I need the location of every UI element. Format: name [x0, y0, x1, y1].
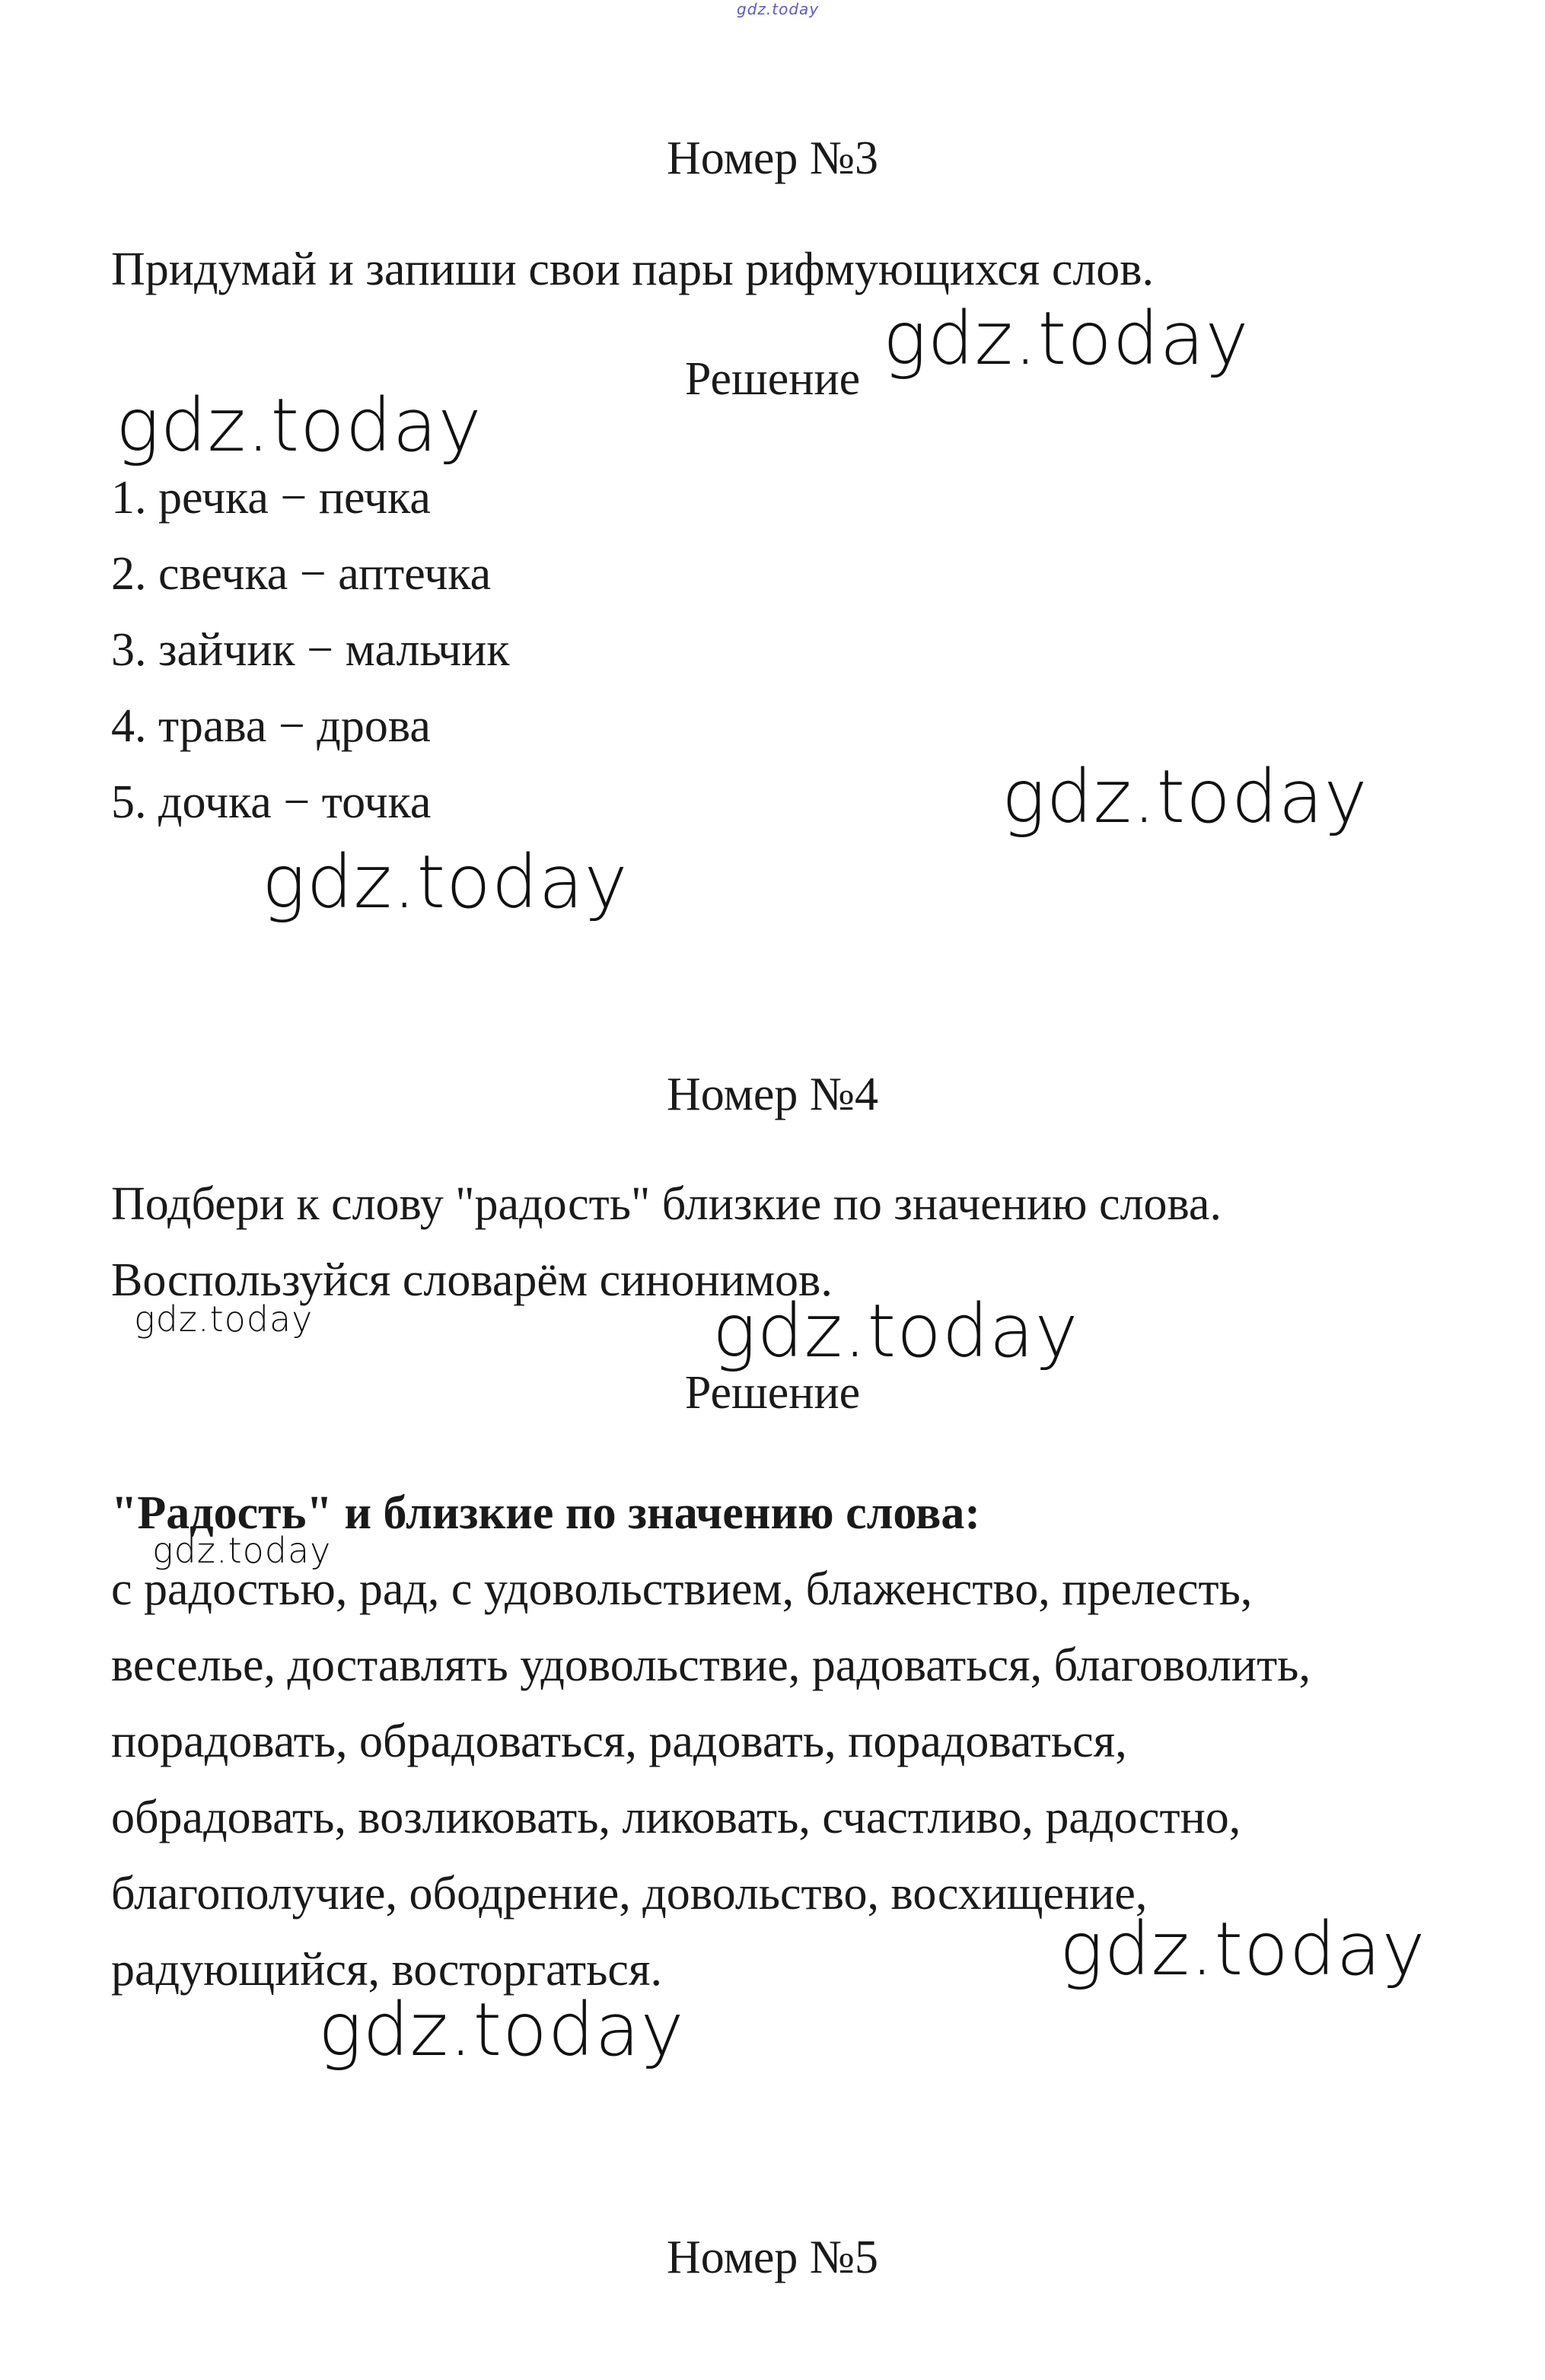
- watermark-text: gdz.today: [712, 1289, 1079, 1374]
- section-5-heading: Номер №5: [666, 2232, 878, 2283]
- section-3-task: Придумай и запиши свои пары рифмующихся слов.: [111, 244, 1155, 295]
- section-4-heading: Номер №4: [666, 1069, 878, 1120]
- section-4-solution-label: Решение: [684, 1367, 861, 1419]
- watermark-text: gdz.today: [116, 383, 483, 468]
- watermark-text: gdz.today: [1002, 754, 1368, 840]
- answer-line: радующийся, восторгаться.: [111, 1944, 662, 1996]
- watermark-text: gdz.today: [134, 1298, 314, 1340]
- section-4-task-line: Подбери к слову "радость" близкие по значению слова.: [111, 1178, 1222, 1230]
- list-item: 5. дочка − точка: [111, 776, 432, 828]
- watermark-text: gdz.today: [152, 1530, 332, 1571]
- answer-line: благополучие, ободрение, довольство, восхищение,: [111, 1868, 1148, 1920]
- answer-line: веселье, доставлять удовольствие, радоваться, благоволить,: [111, 1639, 1311, 1691]
- list-item: 4. трава − дрова: [111, 700, 431, 752]
- answer-line: обрадовать, возликовать, ликовать, счастливо, радостно,: [111, 1792, 1241, 1843]
- watermark-text: gdz.today: [1059, 1907, 1426, 1992]
- header-watermark: gdz.today: [737, 0, 820, 18]
- section-3-solution-label: Решение: [684, 353, 861, 405]
- list-item: 1. речка − печка: [111, 472, 431, 524]
- answer-line: с радостью, рад, с удовольствием, блаженство, прелесть,: [111, 1563, 1253, 1615]
- watermark-text: gdz.today: [318, 1987, 685, 2073]
- list-item: 3. зайчик − мальчик: [111, 624, 510, 676]
- watermark-text: gdz.today: [262, 840, 629, 925]
- section-3-heading: Номер №3: [666, 132, 878, 184]
- watermark-text: gdz.today: [883, 296, 1250, 381]
- section-4-answer-title: "Радость" и близкие по значению слова:: [111, 1487, 980, 1539]
- section-4-task-line: Воспользуйся словарём синонимов.: [111, 1254, 833, 1306]
- answer-line: порадовать, обрадоваться, радовать, порадоваться,: [111, 1716, 1127, 1767]
- list-item: 2. свечка − аптечка: [111, 548, 492, 600]
